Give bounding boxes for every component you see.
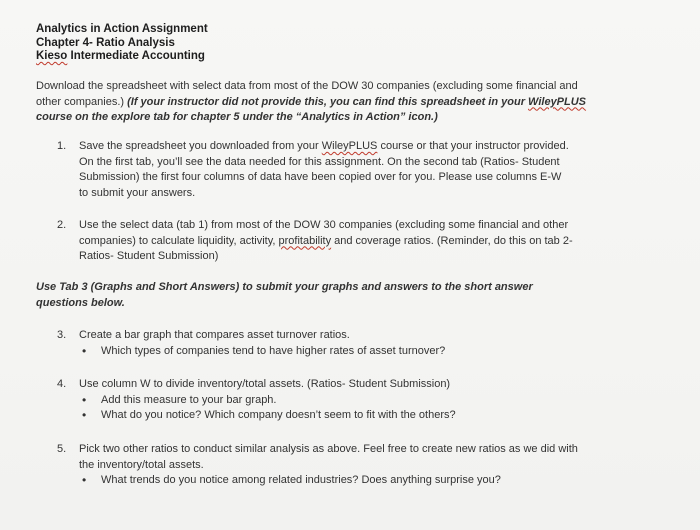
- item-4-number: 4.: [57, 378, 67, 390]
- item-2-number: 2.: [57, 219, 67, 231]
- intro-text: Download the spreadsheet with select data from most of the DOW 30 companies (excluding some financial and other companies.): [36, 80, 578, 108]
- textbook-name: Intermediate Accounting: [67, 50, 205, 62]
- item-4-text: Use column W to divide inventory/total assets. (Ratios- Student Submission): [79, 378, 451, 390]
- item-4-bullet-2: [57, 408, 577, 424]
- item-3-bullet: [57, 344, 577, 360]
- author-name: Kieso: [36, 50, 68, 62]
- item-5-bullet-text: What trends do you notice among related industries? Does anything surprise you?: [101, 474, 501, 486]
- item-1-text-b: course or that your instructor provided. On the first tab, you’ll see the data needed for this assignment. On the second tab (Ratios- Student Submission) the first four columns of data have been copied over for you. Please use columns E-W to submit your answers.: [79, 140, 569, 199]
- item-5-bullet: [57, 473, 582, 489]
- intro-note-b: course on the explore tab for chapter 5 under the “Analytics in Action” icon.): [36, 111, 438, 123]
- item-5-number: 5.: [57, 443, 67, 455]
- item-3-bullet-text: Which types of companies tend to have higher rates of asset turnover?: [101, 344, 446, 357]
- item-2-squiggle: profitability: [278, 234, 332, 247]
- item-2-text-a: Use the select data (tab 1) from most of the DOW 30 companies (excluding some financial and other companies) to calculate liquidity, activity,: [79, 219, 569, 247]
- intro-paragraph: [36, 79, 596, 126]
- item-4: [57, 377, 577, 424]
- item-4-bullet-1: [57, 393, 577, 409]
- section-subheading: Use Tab 3 (Graphs and Short Answers) to submit your graphs and answers to the short answer questions below.: [36, 281, 533, 309]
- item-2-text-b: and coverage ratios. (Reminder, do this on tab 2-Ratios- Student Submission): [79, 234, 573, 262]
- intro-brand: WileyPLUS: [528, 95, 587, 108]
- item-3-number: 3.: [57, 329, 67, 341]
- document-header: [36, 23, 208, 64]
- bullet-dot: •: [82, 392, 87, 407]
- item-1-number: 1.: [57, 140, 67, 152]
- item-2: [57, 218, 589, 265]
- chapter-title: Chapter 4- Ratio Analysis: [36, 36, 175, 49]
- item-1: [57, 139, 569, 201]
- item-2-text: [79, 218, 589, 265]
- item-3: [57, 328, 577, 359]
- item-1-text: [79, 139, 569, 201]
- item-1-brand: WileyPLUS: [321, 140, 378, 152]
- item-4-bullet-2-text: What do you notice? Which company doesn’t seem to fit with the others?: [101, 409, 456, 421]
- intro-note-a: (If your instructor did not provide this, you can find this spreadsheet in your: [127, 95, 529, 108]
- item-4-bullet-1-text: Add this measure to your bar graph.: [101, 393, 277, 406]
- bullet-dot: •: [82, 343, 87, 358]
- item-1-text-a: Save the spreadsheet you downloaded from your: [79, 140, 322, 152]
- item-5: [57, 442, 582, 489]
- item-5-text: Pick two other ratios to conduct similar analysis as above. Feel free to create new ratios as we did with the inventory/total assets.: [79, 443, 578, 471]
- assignment-title: Analytics in Action Assignment: [36, 23, 208, 35]
- item-3-text: Create a bar graph that compares asset turnover ratios.: [79, 329, 350, 341]
- bullet-dot: •: [82, 473, 87, 487]
- textbook-title: [36, 50, 208, 64]
- bullet-dot: •: [82, 408, 87, 422]
